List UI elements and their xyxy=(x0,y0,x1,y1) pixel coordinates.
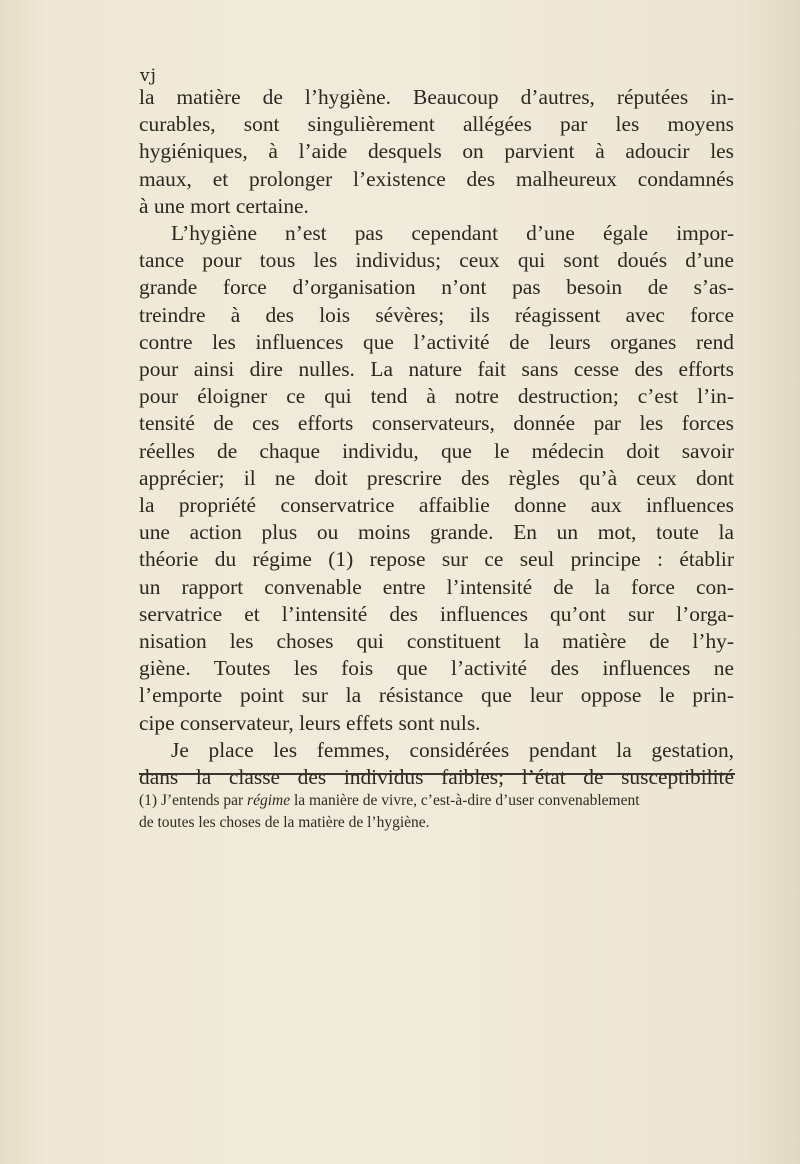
text-line: contre les influences que l’activité de leurs organes rend xyxy=(139,329,734,354)
text-line: pour éloigner ce qui tend à notre destruction; c’est l’in- xyxy=(139,384,734,409)
text-line: théorie du régime (1) repose sur ce seul principe : établir xyxy=(139,547,734,572)
main-text xyxy=(139,84,734,791)
text-line: réelles de chaque individu, que le médecin doit savoir xyxy=(139,438,734,463)
footnote xyxy=(139,790,735,834)
footnote-line: de toutes les choses de la matière de l’hygiène. xyxy=(139,814,430,831)
text-line: à une mort certaine. xyxy=(139,193,309,218)
text-line: l’emporte point sur la résistance que leur oppose le prin- xyxy=(139,683,734,708)
footnote-line xyxy=(139,790,735,812)
text-line: servatrice et l’intensité des influences qu’ont sur l’orga- xyxy=(139,601,734,626)
text-line: dans la classe des individus faibles; l’état de susceptibilité xyxy=(139,765,734,790)
text-line: giène. Toutes les fois que l’activité des influences ne xyxy=(139,656,734,681)
text-line: apprécier; il ne doit prescrire des règles qu’à ceux dont xyxy=(139,465,734,490)
text-line: un rapport convenable entre l’intensité de la force con- xyxy=(139,574,734,599)
footnote-text: la manière de vivre, c’est-à-dire d’user convenablement xyxy=(290,792,640,809)
text-line: la propriété conservatrice affaiblie donne aux influences xyxy=(139,493,734,518)
text-line: une action plus ou moins grande. En un mot, toute la xyxy=(139,520,734,545)
text-line: pour ainsi dire nulles. La nature fait sans cesse des efforts xyxy=(139,357,734,382)
footnote-text: (1) J’entends par xyxy=(139,792,248,809)
text-line: nisation les choses qui constituent la matière de l’hy- xyxy=(139,629,734,654)
text-line: cipe conservateur, leurs effets sont nuls. xyxy=(139,710,481,735)
text-line: curables, sont singulièrement allégées par les moyens xyxy=(139,112,734,137)
text-line: tensité de ces efforts conservateurs, donnée par les forces xyxy=(139,411,734,436)
text-line: grande force d’organisation n’ont pas besoin de s’as- xyxy=(139,275,734,300)
text-line: maux, et prolonger l’existence des malheureux condamnés xyxy=(139,166,734,191)
page-number: vj xyxy=(140,66,157,86)
text-line: tance pour tous les individus; ceux qui sont doués d’une xyxy=(139,248,734,273)
text-line: Je place les femmes, considérées pendant la gestation, xyxy=(171,737,734,762)
footnote-divider xyxy=(139,773,735,775)
text-line: L’hygiène n’est pas cependant d’une égale impor- xyxy=(171,221,734,246)
footnote-italic-term: régime xyxy=(247,792,291,809)
text-line: hygiéniques, à l’aide desquels on parvient à adoucir les xyxy=(139,139,734,164)
text-line: treindre à des lois sévères; ils réagissent avec force xyxy=(139,302,734,327)
text-line: la matière de l’hygiène. Beaucoup d’autres, réputées in- xyxy=(139,85,734,109)
